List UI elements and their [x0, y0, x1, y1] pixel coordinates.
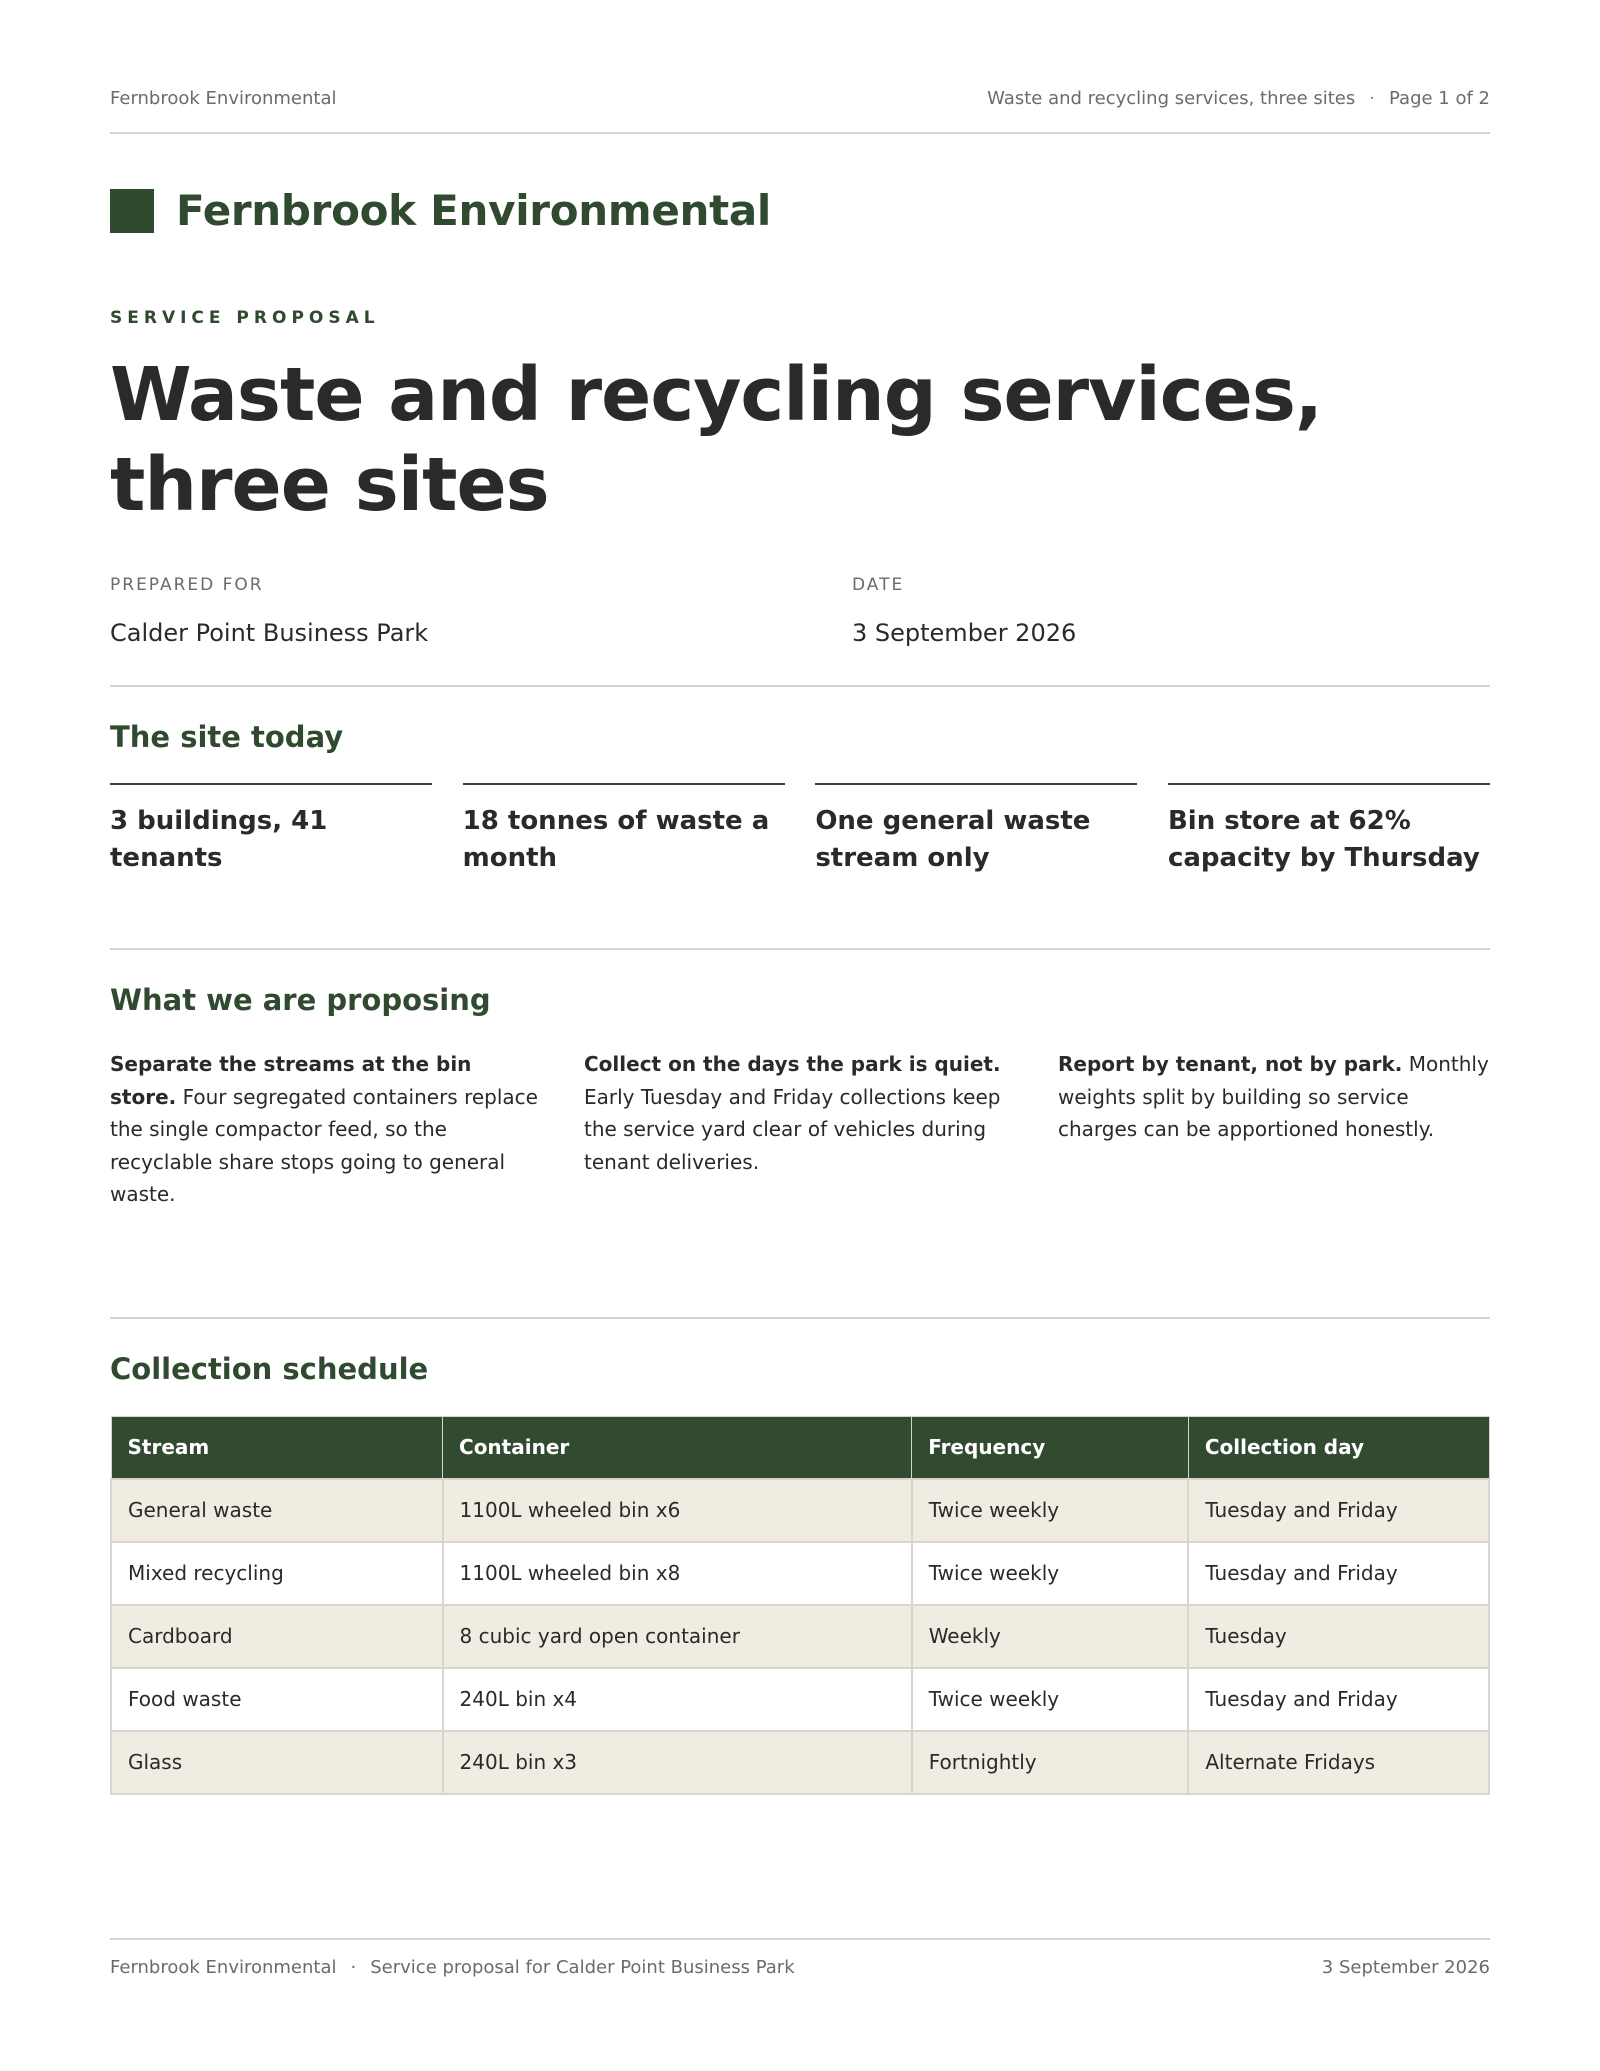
brand: [110, 186, 771, 235]
proposal-point-lead: Collect on the days the park is quiet.: [584, 1052, 1001, 1076]
prepared-for-block: [110, 575, 428, 647]
stat-text: 18 tonnes of waste a month: [462, 806, 770, 873]
page-footer: [110, 1957, 1490, 1978]
table-row: [111, 1668, 1489, 1731]
proposal-point-body: Monthly weights split by building so service charges can be apportioned honestly.: [1058, 1052, 1489, 1141]
table-cell: Weekly: [912, 1605, 1189, 1668]
stat-text: 3 buildings, 41 tenants: [110, 806, 328, 873]
date-label: DATE: [852, 575, 905, 595]
stat-card: [463, 783, 785, 877]
stat-card: [1168, 783, 1490, 877]
date-block: [852, 575, 1076, 647]
section-divider: [110, 1317, 1490, 1319]
proposal-point: [110, 1048, 542, 1211]
table-cell: Twice weekly: [912, 1479, 1189, 1542]
footer-left: [110, 1957, 795, 1978]
column-header: Collection day: [1188, 1417, 1489, 1479]
table-header-row: [111, 1417, 1489, 1479]
proposal-point-body: Four segregated containers replace the single compactor feed, so the recyclable share stops going to general waste.: [110, 1084, 538, 1206]
prepared-for-label: PREPARED FOR: [110, 575, 264, 595]
column-header: Frequency: [912, 1417, 1189, 1479]
brand-logo-square-icon: [110, 189, 154, 233]
collection-schedule-table: [110, 1416, 1490, 1795]
table-row: [111, 1605, 1489, 1668]
running-header-right: [987, 88, 1490, 109]
column-header: Container: [443, 1417, 912, 1479]
table-cell: Fortnightly: [912, 1731, 1189, 1794]
table-cell: Glass: [111, 1731, 443, 1794]
proposal-point: [584, 1048, 1016, 1211]
table-cell: Tuesday and Friday: [1188, 1479, 1489, 1542]
table-cell: Cardboard: [111, 1605, 443, 1668]
table-cell: 240L bin x4: [443, 1668, 912, 1731]
running-header-separator: ·: [1369, 88, 1375, 109]
proposal-points: [110, 1048, 1490, 1211]
footer-separator: ·: [350, 1957, 357, 1978]
section-divider: [110, 685, 1490, 687]
table-cell: Tuesday: [1188, 1605, 1489, 1668]
table-cell: 1100L wheeled bin x6: [443, 1479, 912, 1542]
proposal-point-body: Early Tuesday and Friday collections keep the service yard clear of vehicles during tenant deliveries.: [584, 1084, 1001, 1174]
stat-card: [815, 783, 1137, 877]
footer-org: Fernbrook Environmental: [110, 1957, 337, 1978]
table-cell: Tuesday and Friday: [1188, 1668, 1489, 1731]
page-number: Page 1 of 2: [1389, 88, 1490, 109]
table-cell: Alternate Fridays: [1188, 1731, 1489, 1794]
table-row: [111, 1731, 1489, 1794]
table-cell: Food waste: [111, 1668, 443, 1731]
site-stats: [110, 783, 1490, 877]
header-divider: [110, 132, 1490, 134]
table-cell: Tuesday and Friday: [1188, 1542, 1489, 1605]
section-divider: [110, 948, 1490, 950]
stat-card: [110, 783, 432, 877]
table-row: [111, 1479, 1489, 1542]
footer-date: 3 September 2026: [1321, 1957, 1490, 1978]
proposal-point-lead: Separate the streams at the bin store.: [110, 1052, 472, 1109]
date-value: 3 September 2026: [852, 619, 1077, 647]
brand-name: Fernbrook Environmental: [176, 186, 772, 235]
footer-subject: Service proposal for Calder Point Business Park: [370, 1957, 795, 1978]
running-header-doc: Waste and recycling services, three sites: [987, 88, 1356, 109]
proposal-point: [1058, 1048, 1490, 1211]
table-cell: Twice weekly: [912, 1542, 1189, 1605]
prepared-for-value: Calder Point Business Park: [110, 619, 429, 647]
running-header: [110, 88, 1490, 109]
table-cell: Mixed recycling: [111, 1542, 443, 1605]
table-cell: Twice weekly: [912, 1668, 1189, 1731]
running-header-org: Fernbrook Environmental: [110, 88, 337, 109]
stat-text: One general waste stream only: [815, 806, 1091, 873]
column-header: Stream: [111, 1417, 443, 1479]
document-eyebrow: SERVICE PROPOSAL: [110, 308, 380, 328]
table-cell: 8 cubic yard open container: [443, 1605, 912, 1668]
schedule-heading: Collection schedule: [110, 1352, 429, 1386]
document-title: Waste and recycling services, three sites: [110, 352, 1322, 528]
table-cell: 240L bin x3: [443, 1731, 912, 1794]
table-cell: 1100L wheeled bin x8: [443, 1542, 912, 1605]
table-cell: General waste: [111, 1479, 443, 1542]
stat-text: Bin store at 62% capacity by Thursday: [1167, 806, 1480, 873]
table-row: [111, 1542, 1489, 1605]
footer-divider: [110, 1938, 1490, 1940]
proposing-heading: What we are proposing: [110, 983, 491, 1017]
proposal-page: [110, 0, 1490, 2071]
site-today-heading: The site today: [110, 720, 344, 754]
proposal-point-lead: Report by tenant, not by park.: [1058, 1052, 1403, 1076]
